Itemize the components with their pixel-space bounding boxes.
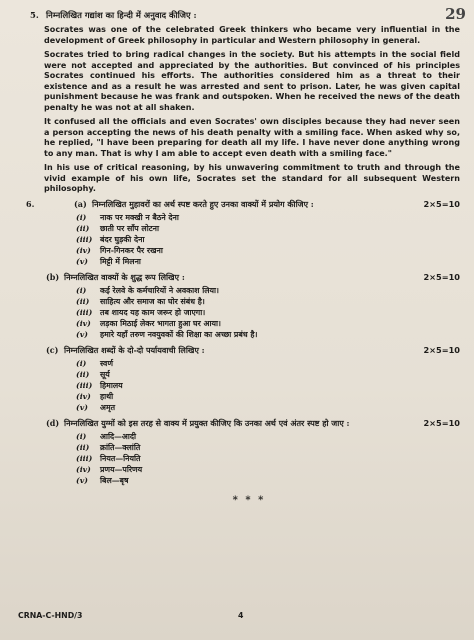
question-6 [18, 199, 460, 487]
list-item: (iii) नियत—नियति [76, 453, 141, 463]
passage-paragraph-4: In his use of critical reasoning, by his unwavering commitment to truth and through the vivid example of his own life, Socrates set the standard for all subsequent Western philosophy. [44, 163, 460, 193]
page-footer [18, 611, 460, 620]
part-c-instruction: निम्नलिखित शब्दों के दो-दो पर्यायवाची लिखिए : [64, 344, 205, 355]
part-d-marks: 2×5=10 [423, 417, 460, 428]
list-item: (iii) बंदर घुड़की देना [76, 234, 145, 244]
part-b-marks: 2×5=10 [423, 271, 460, 282]
list-item: (i) आदि—आदी [76, 431, 137, 441]
passage-paragraph-3: It confused all the officials and even Socrates' own disciples because they had never seen a person accepting the news of his death penalty with a smiling face. When asked why so, he replied, "I have been preparing for death all my life. I have never done anything wrong to any man. That is why I am able to accept even death with a smiling face." [44, 117, 460, 158]
list-item: (iv) लड़का मिठाई लेकर भागता हुआ घर आया। [76, 319, 221, 329]
list-item: (iv) प्रणय—परिणय [76, 465, 143, 475]
list-item: (iv) हाथी [76, 392, 114, 402]
part-d-label: (d) [46, 417, 60, 428]
list-item: (i) स्वर्ण [76, 358, 114, 368]
footer-page-number: 4 [238, 611, 244, 620]
end-mark: * * * [232, 494, 266, 506]
paper-code: CRNA-C-HND/3 [18, 611, 83, 620]
question-5-instruction: निम्नलिखित गद्यांश का हिन्दी में अनुवाद कीजिए : [46, 10, 197, 20]
question-6b-header [18, 272, 460, 283]
list-item: (ii) सूर्य [76, 369, 110, 379]
part-c-marks: 2×5=10 [423, 344, 460, 355]
list-item: (iii) तब शायद यह काम जरूर हो जाएगा। [76, 307, 206, 317]
page-number: 29 [445, 5, 466, 23]
part-b-items [76, 285, 460, 341]
list-item: (i) नाक पर मक्खी न बैठने देना [76, 212, 179, 222]
list-item: (i) कई रेलवे के कर्मचारियों ने अवकाश लिया। [76, 285, 220, 295]
list-item: (ii) क्रांति—क्लांति [76, 442, 141, 452]
list-item: (v) अमृत [76, 403, 116, 413]
part-b-instruction: निम्नलिखित वाक्यों के शुद्ध रूप लिखिए : [64, 271, 185, 282]
part-d-items [76, 431, 460, 487]
list-item: (iii) हिमालय [76, 380, 123, 390]
question-5-header [30, 10, 460, 21]
question-5-number: 5. [30, 10, 39, 20]
list-item: (v) हमारे यहाँ तरुण नवयुवकों की शिक्षा का अच्छा प्रबंध है। [76, 330, 258, 340]
part-a-marks: 2×5=10 [423, 198, 460, 209]
passage-paragraph-1: Socrates was one of the celebrated Greek thinkers who became very influential in the development of Greek philosophy in particular and Western philosophy in general. [44, 25, 460, 45]
question-6-number: 6. [26, 198, 35, 209]
list-item: (iv) गिन-गिनकर पैर रखना [76, 246, 163, 256]
part-b-label: (b) [46, 271, 60, 282]
list-item: (v) मिट्टी में मिलना [76, 257, 141, 267]
part-a-label: (a) [74, 198, 87, 209]
list-item: (ii) साहित्य और समाज का घोर संबंध है। [76, 296, 205, 306]
part-c-items [76, 358, 460, 414]
part-a-items [76, 212, 460, 268]
list-item: (v) बिल—बृष [76, 476, 129, 486]
question-6d-header [18, 418, 460, 429]
part-c-label: (c) [46, 344, 59, 355]
question-6c-header [18, 345, 460, 356]
part-d-instruction: निम्नलिखित युग्मों को इस तरह से वाक्य में प्रयुक्त कीजिए कि उनका अर्थ एवं अंतर स्पष्ट हो जाए : [64, 417, 350, 428]
part-a-instruction: निम्नलिखित मुहावरों का अर्थ स्पष्ट करते हुए उनका वाक्यों में प्रयोग कीजिए : [92, 198, 314, 209]
passage-paragraph-2: Socrates tried to bring radical changes in the society. But his attempts in the social field were not accepted and appreciated by the authorities. But convinced of his principles Socrates continued his efforts. The authorities considered him as a threat to their existence and as a result he was arrested and sent to prison. Later, he was given capital punishment because he was frank and outspoken. When he received the news of the death penalty he was not at all shaken. [44, 50, 460, 112]
list-item: (ii) छाती पर साँप लोटना [76, 223, 160, 233]
question-6a-header [18, 199, 460, 210]
